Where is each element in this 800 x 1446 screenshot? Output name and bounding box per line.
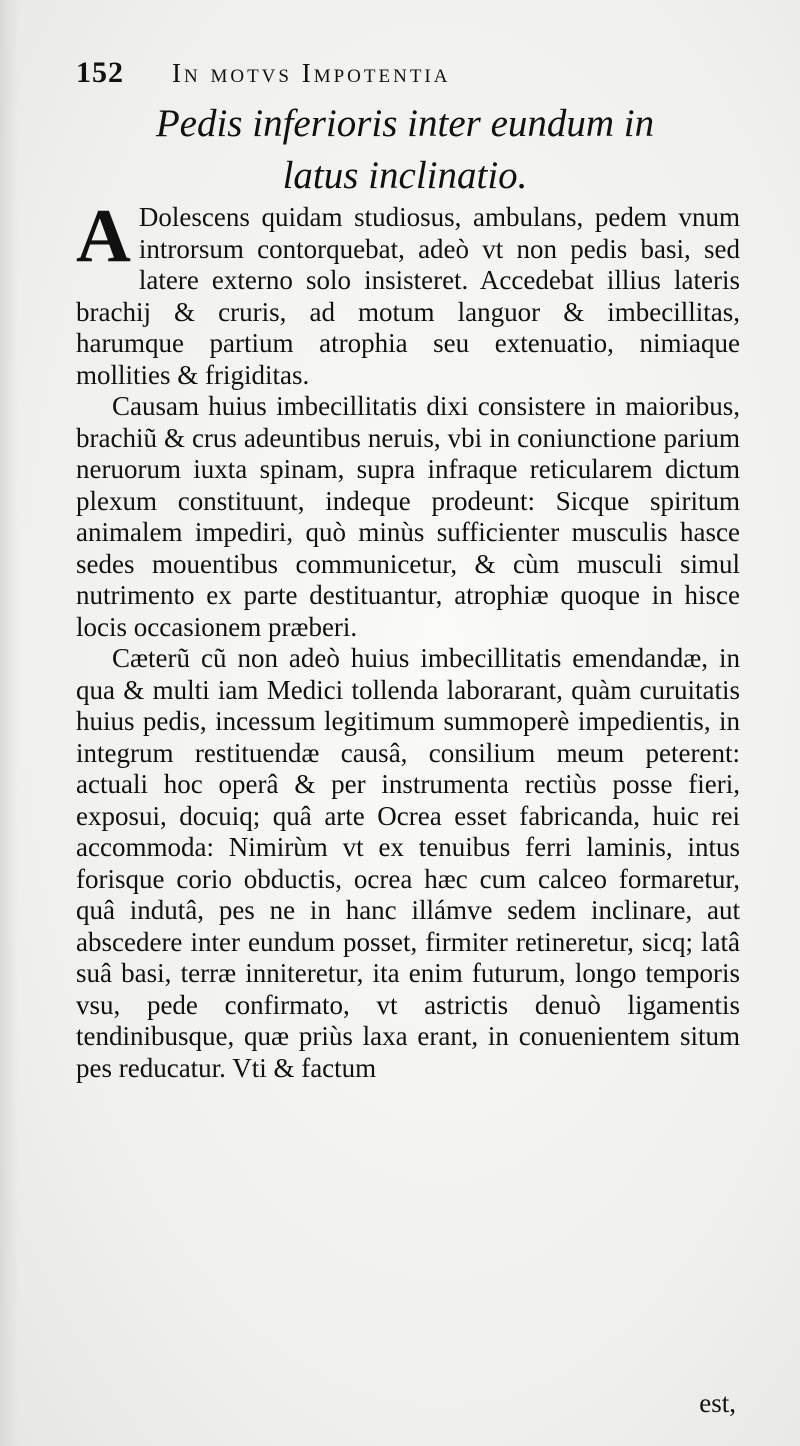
page-header [76,56,736,96]
catchword: est, [699,1388,736,1418]
running-head: In motvs Impotentia [172,58,451,88]
drop-cap: A [76,194,131,278]
section-title [80,98,730,202]
section-title-line-1: Pedis inferioris inter eundum in [155,102,655,145]
body-text [76,194,740,1084]
page-gutter-shadow [0,0,18,1446]
paragraph-1 [76,194,740,391]
paragraph-2: Causam huius imbecillitatis dixi consistere in maioribus, brachiũ & crus adeuntibus neruis, vbi in coniunctione parium neruorum iuxta spinam, supra infraque reticularem dictum plexum constituunt, indeque prodeunt: Sicque spiritum animalem impediri, quò minùs sufficienter musculis hasce sedes mouentibus communicetur, & cùm musculi simul nutrimento ex parte destituantur, atrophiæ quoque in hisce locis occasionem præberi. [76,391,740,642]
paragraph-1-text: Dolescens quidam studiosus, ambulans, pedem vnum introrsum contorquebat, adeò vt non pedis basi, sed latere externo solo insisteret. Accedebat illius lateris brachij & cruris, ad motum languor & imbecillitas, harumque partium atrophia seu extenuatio, nimiaque mollities & frigiditas. [76,202,740,390]
section-title-line-2: latus inclinatio. [282,154,528,197]
page-number: 152 [76,56,124,89]
paragraph-3: Cæterũ cũ non adeò huius imbecillitatis emendandæ, in qua & multi iam Medici tollenda laborarant, quàm curuitatis huius pedis, incessum legitimum summoperè impedientis, in integrum restituendæ causâ, consilium meum peterent: actuali hoc operâ & per instrumenta rectiùs posse fieri, exposui, docuiq; quâ arte Ocrea esset fabricanda, huic rei accommoda: Nimirùm vt ex tenuibus ferri laminis, intus forisque corio obductis, ocrea hæc cum calceo formaretur, quâ indutâ, pes ne in hanc illámve sedem inclinare, aut abscedere inter eundum posset, firmiter retineretur, sicq; latâ suâ basi, terræ inniteretur, ita enim futurum, longo temporis vsu, pede confirmato, vt astrictis denuò ligamentis tendinibusque, quæ priùs laxa erant, in conuenientem situm pes reducatur. Vti & factum [76,643,740,1083]
